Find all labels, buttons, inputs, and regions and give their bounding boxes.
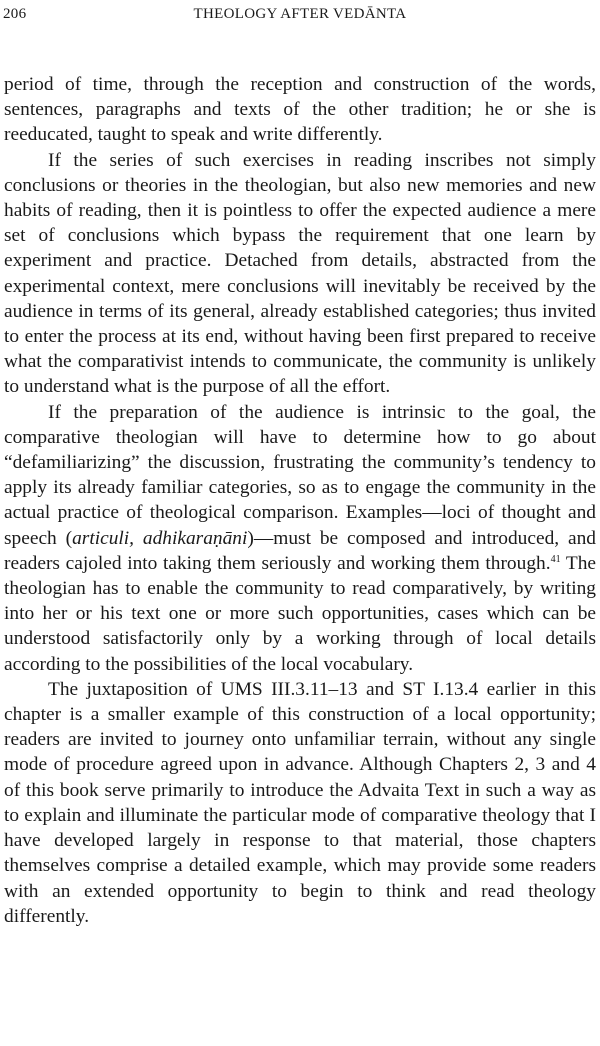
- italic-text: articuli, adhikaraṇāni: [72, 527, 248, 549]
- paragraph: [4, 148, 596, 400]
- paragraph-text: The theologian has to enable the community to read comparatively, by writing into her or his text one or more such opportunities, cases which can be understood satisfactorily only by a working through of local details according to the possibilities of the local vocabulary.: [4, 552, 596, 675]
- footnote-marker: 41: [550, 553, 561, 565]
- paragraph-text: If the series of such exercises in reading inscribes not simply conclusions or theories in the theologian, but also new memories and new habits of reading, then it is pointless to offer the expected audience a mere set of conclusions which bypass the requirement that one learn by experiment and practice. Detached from details, abstracted from the experimental context, mere conclusions will inevitably be received by the audience in terms of its general, already established categories; thus invited to enter the process at its end, without having been first prepared to receive what the comparativist intends to communicate, the community is unlikely to understand what is the purpose of all the effort.: [4, 149, 596, 398]
- paragraph: [4, 677, 596, 929]
- paragraph: [4, 72, 596, 148]
- paragraph-text: If the preparation of the audience is intrinsic to the goal, the comparative theologian will have to determine how to go about “defamiliarizing” the discussion, frustrating the community’s tendency to apply its already familiar categories, so as to engage the community in the actual practice of theological comparison. Examples—loci of thought and speech (: [4, 401, 596, 549]
- paragraph-text: )—must be composed and introduced, and readers cajoled into taking them seriously and working them through.: [4, 527, 597, 574]
- page-number: 206: [3, 6, 27, 22]
- page-header: [0, 6, 600, 30]
- paragraph-text: The juxtaposition of UMS III.3.11–13 and ST I.13.4 earlier in this chapter is a smaller example of this construction of a local opportunity; readers are invited to journey onto unfamiliar terrain, without any single mode of procedure agreed upon in advance. Although Chapters 2, 3 and 4 of this book serve primarily to introduce the Advaita Text in such a way as to explain and illuminate the particular mode of comparative theology that I have developed largely in response to that material, those chapters themselves comprise a detailed example, which may provide some readers with an extended opportunity to begin to think and read theology differently.: [4, 678, 596, 927]
- body-text: [4, 72, 596, 929]
- paragraph-text: period of time, through the reception and construction of the words, sentences, paragraphs and texts of the other tradition; he or she is reeducated, taught to speak and write differently.: [4, 74, 596, 146]
- running-title: THEOLOGY AFTER VEDĀNTA: [193, 6, 407, 22]
- paragraph: [4, 400, 596, 677]
